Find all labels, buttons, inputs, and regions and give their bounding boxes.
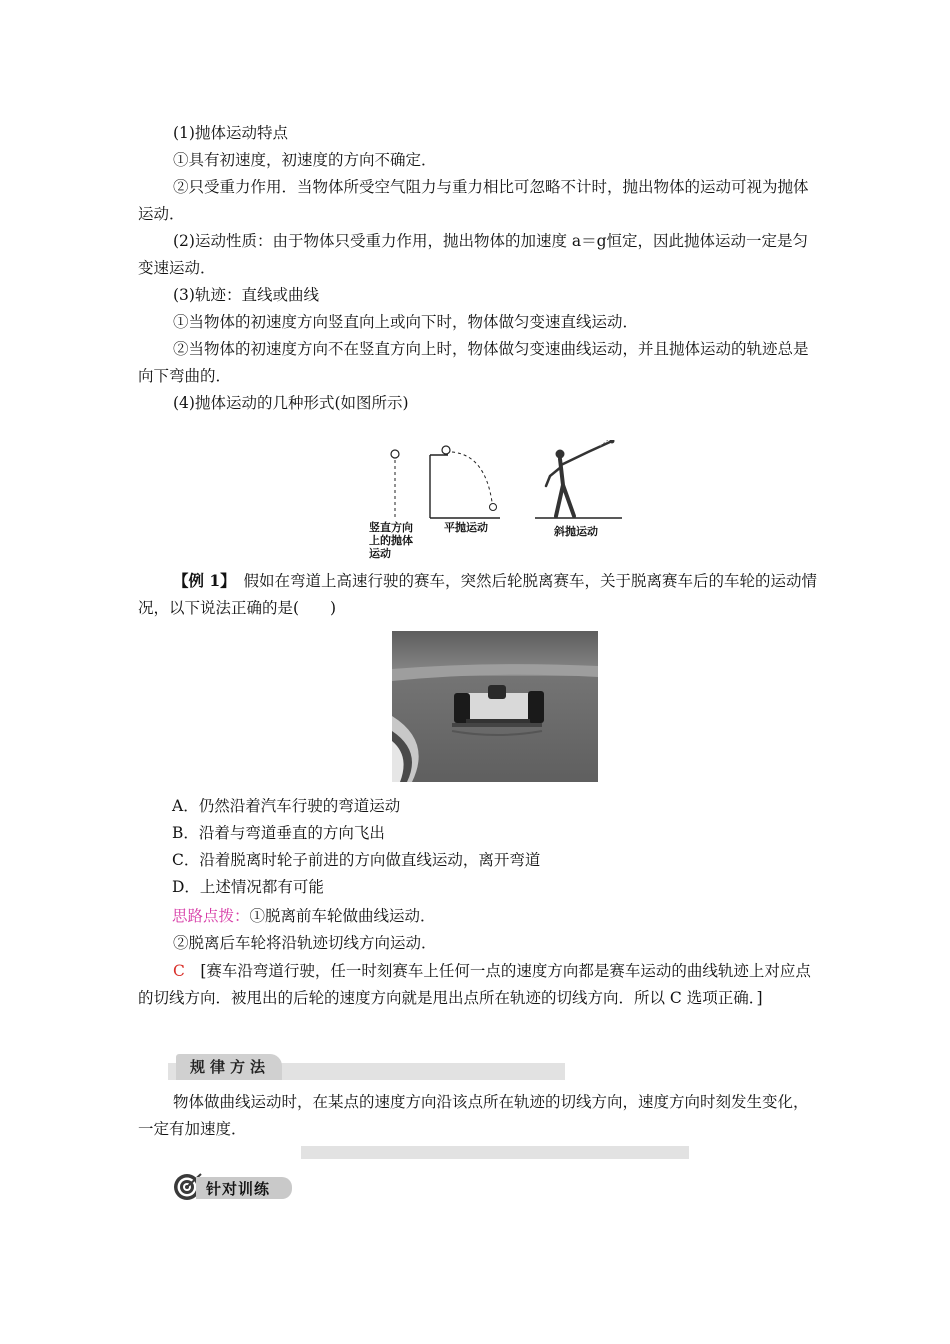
answer-explanation	[138, 958, 818, 1012]
example-1-question	[138, 567, 818, 622]
oblique-throw-athlete-figure	[535, 440, 622, 518]
divider-bar	[301, 1146, 689, 1159]
section-2-nature: (2)运动性质：由于物体只受重力作用，抛出物体的加速度 a＝g恒定，因此抛体运动一定是匀变速运动．	[138, 232, 809, 277]
method-text: 物体做曲线运动时，在某点的速度方向沿该点所在轨迹的切线方向，速度方向时刻发生变化，一定有加速度．	[138, 1093, 809, 1138]
trajectory-2: ②当物体的初速度方向不在竖直方向上时，物体做匀变速曲线运动，并且抛体运动的轨迹总是向下弯曲的．	[138, 340, 809, 385]
feature-2: ②只受重力作用．当物体所受空气阻力与重力相比可忽略不计时，抛出物体的运动可视为抛体运动．	[138, 178, 809, 223]
section-3-heading: (3)轨迹：直线或曲线	[173, 286, 319, 304]
race-car-photo	[392, 631, 598, 782]
projectile-forms-diagram	[360, 440, 630, 520]
option-b: B．沿着与弯道垂直的方向飞出	[172, 824, 385, 842]
section-4-heading: (4)抛体运动的几种形式(如图所示)	[173, 394, 409, 412]
label-vertical-throw	[369, 521, 413, 560]
hint-1-text: ①脱离前车轮做曲线运动．	[249, 907, 436, 925]
vertical-throw-figure	[391, 450, 399, 518]
answer-text: [赛车沿弯道行驶，任一时刻赛车上任何一点的速度方向都是赛车运动的曲线轨迹上对应点的切线方向．被甩出的后轮的速度方向就是甩出点所在轨迹的切线方向．所以 C 选项正确．]	[138, 962, 811, 1007]
hint-label: 思路点拨：	[172, 907, 250, 925]
label-horizontal-throw: 平抛运动	[444, 521, 488, 534]
option-a: A．仍然沿着汽车行驶的弯道运动	[172, 797, 401, 815]
section-1-heading: (1)抛体运动特点	[173, 124, 288, 142]
label-vertical-throw-line2: 上的抛体	[369, 534, 413, 547]
hint-line-2: ②脱离后车轮将沿轨迹切线方向运动．	[173, 934, 437, 952]
answer-letter: C	[173, 962, 185, 980]
trajectory-1: ①当物体的初速度方向竖直向上或向下时，物体做匀变速直线运动．	[173, 313, 639, 331]
label-oblique-throw: 斜抛运动	[554, 525, 598, 538]
horizontal-throw-figure	[430, 446, 500, 518]
example-1-tag: 【例 1】	[173, 571, 228, 590]
option-d: D．上述情况都有可能	[172, 878, 324, 896]
example-1-text: 假如在弯道上高速行驶的赛车，突然后轮脱离赛车，关于脱离赛车后的车轮的运动情况，以下说法正确的是( )	[138, 572, 817, 617]
option-c: C．沿着脱离时轮子前进的方向做直线运动，离开弯道	[172, 851, 541, 869]
training-title: 针对训练	[206, 1180, 271, 1198]
hint-line-1	[172, 903, 852, 930]
label-vertical-throw-line3: 运动	[369, 547, 391, 560]
feature-1: ①具有初速度，初速度的方向不确定．	[173, 151, 437, 169]
method-title: 规律方法	[190, 1058, 271, 1076]
label-vertical-throw-line1: 竖直方向	[369, 521, 413, 534]
